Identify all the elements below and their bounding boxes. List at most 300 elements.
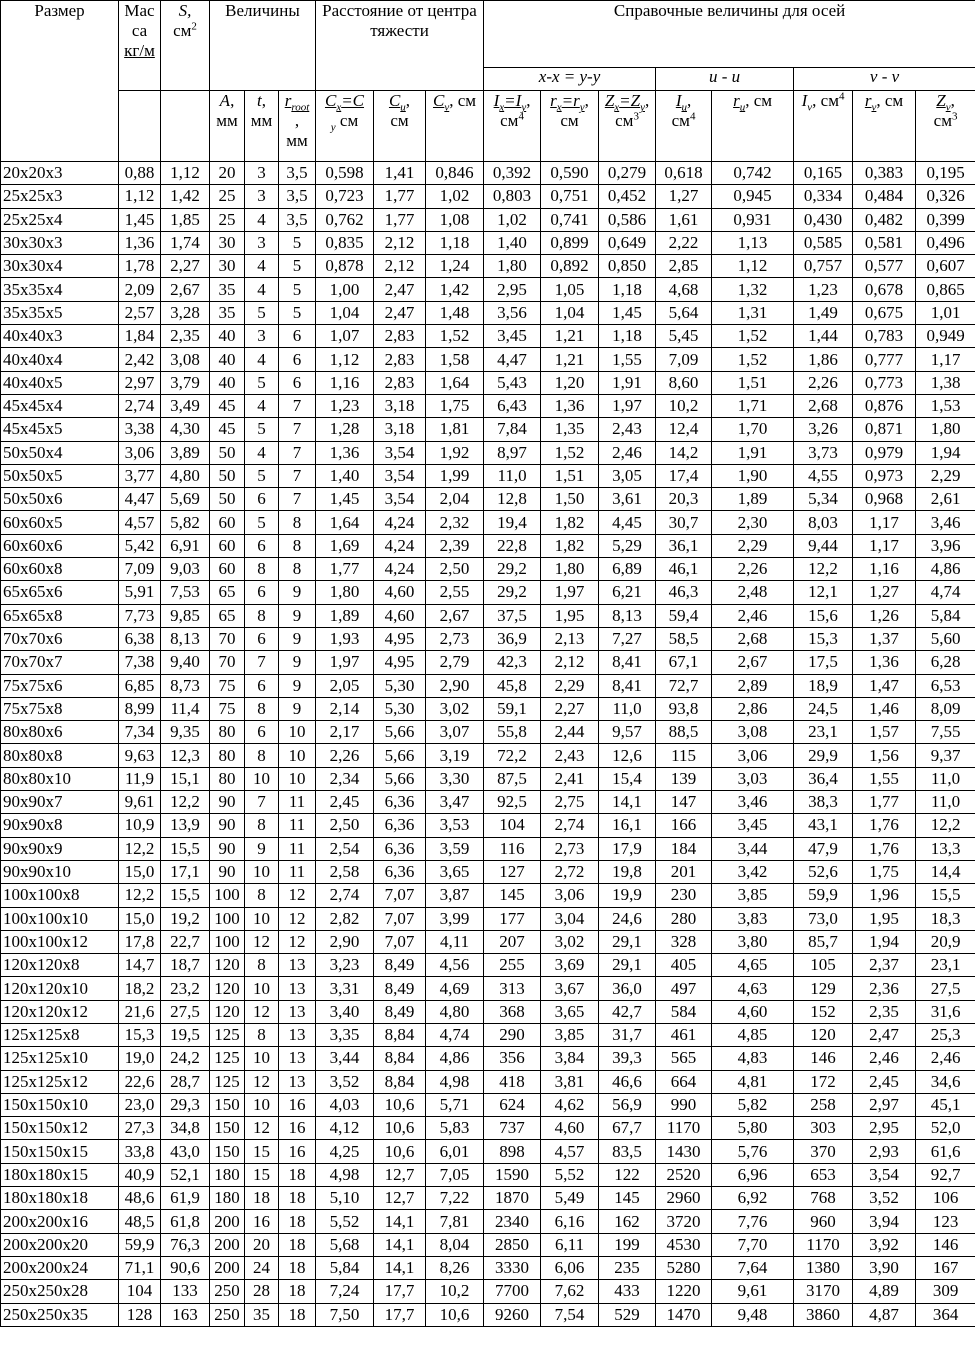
table-cell: 40,9: [119, 1163, 161, 1186]
table-row: [1, 837, 975, 860]
table-body: [1, 162, 975, 1327]
table-cell: 9: [245, 837, 279, 860]
table-row: [1, 744, 975, 767]
table-cell: 8: [279, 558, 316, 581]
table-cell: 24,5: [794, 697, 853, 720]
table-cell: 0,392: [484, 162, 541, 185]
table-row: [1, 464, 975, 487]
table-row: [1, 185, 975, 208]
table-cell: 25,3: [916, 1023, 975, 1046]
table-cell: 5,49: [541, 1187, 599, 1210]
table-cell: 3,30: [426, 767, 484, 790]
table-cell: 4,47: [119, 488, 161, 511]
table-cell: 1,93: [316, 627, 374, 650]
table-cell: 100: [210, 884, 245, 907]
table-cell: 163: [161, 1303, 210, 1326]
table-cell: 4,85: [712, 1023, 794, 1046]
table-cell: 5,52: [541, 1163, 599, 1186]
table-cell: 5,66: [374, 721, 426, 744]
table-cell: 3,31: [316, 977, 374, 1000]
cell-size: 65х65х8: [1, 604, 119, 627]
table-cell: 5,66: [374, 744, 426, 767]
table-cell: 1,28: [316, 418, 374, 441]
table-cell: 10: [279, 744, 316, 767]
table-cell: 9: [279, 651, 316, 674]
table-cell: 17,7: [374, 1303, 426, 1326]
table-cell: 11,4: [161, 697, 210, 720]
table-cell: 2,86: [712, 697, 794, 720]
table-cell: 664: [656, 1070, 712, 1093]
table-cell: 4,74: [426, 1023, 484, 1046]
cell-size: 50х50х5: [1, 464, 119, 487]
cell-size: 250х250х35: [1, 1303, 119, 1326]
table-cell: 0,586: [599, 208, 656, 231]
table-cell: 4,95: [374, 651, 426, 674]
table-cell: 3,59: [426, 837, 484, 860]
table-cell: 3,06: [119, 441, 161, 464]
header-rv: $r_v$, см: [853, 91, 916, 162]
table-cell: 92,5: [484, 791, 541, 814]
table-row: [1, 814, 975, 837]
table-row: [1, 1210, 975, 1233]
table-cell: 2,54: [316, 837, 374, 860]
table-cell: 3: [245, 325, 279, 348]
table-cell: 6,36: [374, 837, 426, 860]
table-cell: 5,64: [656, 301, 712, 324]
table-cell: 19,4: [484, 511, 541, 534]
table-cell: 5,30: [374, 697, 426, 720]
header-zv: $Z_v$, $см^3$: [916, 91, 975, 162]
table-cell: 0,585: [794, 231, 853, 254]
table-cell: 58,5: [656, 627, 712, 650]
table-cell: 3,94: [853, 1210, 916, 1233]
table-cell: 7: [279, 441, 316, 464]
table-cell: 2,73: [541, 837, 599, 860]
table-cell: 0,979: [853, 441, 916, 464]
table-cell: 624: [484, 1093, 541, 1116]
table-cell: 0,430: [794, 208, 853, 231]
table-cell: 180: [210, 1163, 245, 1186]
table-cell: 17,7: [374, 1280, 426, 1303]
table-cell: 3,03: [712, 767, 794, 790]
table-cell: 1,00: [316, 278, 374, 301]
table-cell: 1,96: [853, 884, 916, 907]
table-cell: 46,1: [656, 558, 712, 581]
cell-size: 120х120х12: [1, 1000, 119, 1023]
table-cell: 529: [599, 1303, 656, 1326]
table-cell: 1,85: [161, 208, 210, 231]
table-cell: 8,13: [599, 604, 656, 627]
table-cell: 2,85: [656, 255, 712, 278]
table-cell: 4,65: [712, 954, 794, 977]
table-cell: 3,81: [541, 1070, 599, 1093]
table-cell: 1,52: [541, 441, 599, 464]
table-cell: 139: [656, 767, 712, 790]
table-cell: 3,42: [712, 860, 794, 883]
table-cell: 29,3: [161, 1093, 210, 1116]
cell-size: 120х120х10: [1, 977, 119, 1000]
table-cell: 1,49: [794, 301, 853, 324]
header-zx-zy: $Z_x=Z_y$, $см^3$: [599, 91, 656, 162]
header-size: Размер: [1, 1, 119, 162]
table-cell: 12,6: [599, 744, 656, 767]
table-cell: 3,05: [599, 464, 656, 487]
table-cell: 4,69: [426, 977, 484, 1000]
table-row: [1, 721, 975, 744]
table-cell: 4,57: [119, 511, 161, 534]
table-cell: 31,7: [599, 1023, 656, 1046]
table-row: [1, 534, 975, 557]
table-cell: 0,195: [916, 162, 975, 185]
table-cell: 1,45: [316, 488, 374, 511]
table-cell: 2,83: [374, 348, 426, 371]
table-cell: 6,92: [712, 1187, 794, 1210]
table-cell: 0,482: [853, 208, 916, 231]
cell-size: 90х90х9: [1, 837, 119, 860]
table-cell: 1,64: [426, 371, 484, 394]
table-cell: 12,2: [161, 791, 210, 814]
table-cell: 16: [279, 1093, 316, 1116]
table-cell: 35: [210, 278, 245, 301]
table-cell: 2,50: [426, 558, 484, 581]
table-cell: 29,2: [484, 558, 541, 581]
table-cell: 10,6: [374, 1140, 426, 1163]
table-cell: 120: [210, 954, 245, 977]
table-cell: 3,47: [426, 791, 484, 814]
table-cell: 0,899: [541, 231, 599, 254]
table-cell: 145: [599, 1187, 656, 1210]
table-row: [1, 954, 975, 977]
table-cell: 6,01: [426, 1140, 484, 1163]
table-cell: 4,80: [426, 1000, 484, 1023]
table-cell: 4,24: [374, 534, 426, 557]
table-cell: 4,25: [316, 1140, 374, 1163]
table-cell: 2520: [656, 1163, 712, 1186]
table-cell: 9,57: [599, 721, 656, 744]
table-row: [1, 627, 975, 650]
table-cell: 0,871: [853, 418, 916, 441]
table-cell: 5,76: [712, 1140, 794, 1163]
table-cell: 1,42: [426, 278, 484, 301]
table-cell: 2,12: [374, 231, 426, 254]
table-cell: 235: [599, 1256, 656, 1279]
table-cell: 3,06: [712, 744, 794, 767]
table-cell: 7,27: [599, 627, 656, 650]
table-cell: 23,0: [119, 1093, 161, 1116]
header-area-sub: [161, 91, 210, 162]
table-cell: 1,97: [541, 581, 599, 604]
cell-size: 125х125х10: [1, 1047, 119, 1070]
table-cell: 150: [210, 1117, 245, 1140]
table-cell: 2,97: [853, 1093, 916, 1116]
table-cell: 70: [210, 627, 245, 650]
table-cell: 4,60: [712, 1000, 794, 1023]
table-cell: 7,73: [119, 604, 161, 627]
table-cell: 105: [794, 954, 853, 977]
table-cell: 14,1: [599, 791, 656, 814]
table-cell: 48,6: [119, 1187, 161, 1210]
table-cell: 2,47: [853, 1023, 916, 1046]
table-cell: 13: [279, 1070, 316, 1093]
table-cell: 6: [279, 325, 316, 348]
header-A: A, мм: [210, 91, 245, 162]
table-cell: 19,5: [161, 1023, 210, 1046]
table-cell: 7,34: [119, 721, 161, 744]
table-cell: 8: [245, 814, 279, 837]
table-cell: 150: [210, 1140, 245, 1163]
table-cell: 15: [245, 1140, 279, 1163]
table-cell: 2,22: [656, 231, 712, 254]
header-axis-xx: x-x = y-y: [484, 68, 656, 91]
table-cell: 12: [245, 1070, 279, 1093]
table-cell: 0,618: [656, 162, 712, 185]
cell-size: 60х60х5: [1, 511, 119, 534]
table-cell: 3,44: [712, 837, 794, 860]
table-cell: 36,4: [794, 767, 853, 790]
table-cell: 16: [279, 1140, 316, 1163]
table-cell: 2,55: [426, 581, 484, 604]
table-cell: 5: [279, 301, 316, 324]
table-cell: 3,65: [426, 860, 484, 883]
table-cell: 364: [916, 1303, 975, 1326]
table-cell: 2850: [484, 1233, 541, 1256]
table-cell: 7,70: [712, 1233, 794, 1256]
table-cell: 3,46: [712, 791, 794, 814]
table-cell: 3,85: [712, 884, 794, 907]
table-cell: 0,326: [916, 185, 975, 208]
table-cell: 61,6: [916, 1140, 975, 1163]
table-cell: 15,6: [794, 604, 853, 627]
table-cell: 75: [210, 697, 245, 720]
table-cell: 35: [210, 301, 245, 324]
table-cell: 9,63: [119, 744, 161, 767]
table-cell: 3,61: [599, 488, 656, 511]
table-cell: 1,82: [541, 511, 599, 534]
table-cell: 0,577: [853, 255, 916, 278]
table-cell: 18: [245, 1187, 279, 1210]
table-row: [1, 1023, 975, 1046]
table-cell: 4,60: [374, 581, 426, 604]
table-cell: 12: [245, 1117, 279, 1140]
table-cell: 0,334: [794, 185, 853, 208]
table-cell: 27,3: [119, 1117, 161, 1140]
table-cell: 10,2: [426, 1280, 484, 1303]
table-cell: 13: [279, 954, 316, 977]
table-cell: 90: [210, 837, 245, 860]
table-cell: 25: [210, 185, 245, 208]
cell-size: 20х20х3: [1, 162, 119, 185]
table-cell: 29,2: [484, 581, 541, 604]
table-cell: 1,12: [119, 185, 161, 208]
table-cell: 6,96: [712, 1163, 794, 1186]
table-cell: 1,53: [916, 394, 975, 417]
table-cell: 8: [279, 534, 316, 557]
table-cell: 2,58: [316, 860, 374, 883]
table-cell: 6,06: [541, 1256, 599, 1279]
table-cell: 34,6: [916, 1070, 975, 1093]
cell-size: 150х150х15: [1, 1140, 119, 1163]
table-cell: 93,8: [656, 697, 712, 720]
table-cell: 13: [279, 1023, 316, 1046]
table-cell: 10: [245, 907, 279, 930]
table-cell: 19,0: [119, 1047, 161, 1070]
table-cell: 201: [656, 860, 712, 883]
table-cell: 3,08: [161, 348, 210, 371]
table-row: [1, 255, 975, 278]
table-cell: 12,3: [161, 744, 210, 767]
table-cell: 2,93: [853, 1140, 916, 1163]
table-cell: 2,95: [484, 278, 541, 301]
table-cell: 290: [484, 1023, 541, 1046]
table-cell: 23,1: [916, 954, 975, 977]
table-cell: 4,98: [426, 1070, 484, 1093]
cell-size: 40х40х3: [1, 325, 119, 348]
table-cell: 2,74: [541, 814, 599, 837]
table-cell: 59,4: [656, 604, 712, 627]
table-cell: 4,47: [484, 348, 541, 371]
table-cell: 11,0: [916, 791, 975, 814]
table-row: [1, 348, 975, 371]
table-cell: 3,08: [712, 721, 794, 744]
table-cell: 370: [794, 1140, 853, 1163]
table-cell: 65: [210, 604, 245, 627]
table-cell: 29,1: [599, 930, 656, 953]
table-cell: 28: [245, 1280, 279, 1303]
table-cell: 9,44: [794, 534, 853, 557]
table-cell: 5: [279, 231, 316, 254]
table-cell: 9: [279, 674, 316, 697]
cell-size: 30х30х4: [1, 255, 119, 278]
table-cell: 127: [484, 860, 541, 883]
table-cell: 1,02: [426, 185, 484, 208]
table-cell: 0,751: [541, 185, 599, 208]
table-cell: 106: [916, 1187, 975, 1210]
table-cell: 4: [245, 208, 279, 231]
table-cell: 2,29: [916, 464, 975, 487]
table-cell: 3,54: [853, 1163, 916, 1186]
table-cell: 11: [279, 791, 316, 814]
cell-size: 75х75х6: [1, 674, 119, 697]
cell-size: 200х200х16: [1, 1210, 119, 1233]
table-cell: 405: [656, 954, 712, 977]
table-cell: 5,83: [426, 1117, 484, 1140]
table-cell: 90,6: [161, 1256, 210, 1279]
table-cell: 1,80: [316, 581, 374, 604]
table-cell: 12: [279, 930, 316, 953]
table-cell: 71,1: [119, 1256, 161, 1279]
table-cell: 1,94: [916, 441, 975, 464]
table-cell: 9,37: [916, 744, 975, 767]
table-cell: 1,80: [484, 255, 541, 278]
table-cell: 9: [279, 627, 316, 650]
table-cell: 2960: [656, 1187, 712, 1210]
table-cell: 35: [245, 1303, 279, 1326]
table-cell: 7: [279, 488, 316, 511]
table-cell: 1,35: [541, 418, 599, 441]
table-cell: 461: [656, 1023, 712, 1046]
header-area: S, $см^2$: [161, 1, 210, 91]
table-cell: 42,3: [484, 651, 541, 674]
table-cell: 15,0: [119, 907, 161, 930]
table-cell: 18,2: [119, 977, 161, 1000]
table-row: [1, 488, 975, 511]
table-cell: 3,02: [426, 697, 484, 720]
table-row: [1, 1000, 975, 1023]
table-cell: 6,21: [599, 581, 656, 604]
table-cell: 2,47: [374, 301, 426, 324]
table-cell: 7,07: [374, 884, 426, 907]
table-cell: 8,73: [161, 674, 210, 697]
table-cell: 0,598: [316, 162, 374, 185]
table-row: [1, 907, 975, 930]
table-cell: 768: [794, 1187, 853, 1210]
table-cell: 21,6: [119, 1000, 161, 1023]
table-cell: 1,05: [541, 278, 599, 301]
table-cell: 133: [161, 1280, 210, 1303]
table-cell: 7,22: [426, 1187, 484, 1210]
table-cell: 4,63: [712, 977, 794, 1000]
table-row: [1, 977, 975, 1000]
table-cell: 5,34: [794, 488, 853, 511]
table-cell: 2,72: [541, 860, 599, 883]
table-cell: 80: [210, 767, 245, 790]
table-cell: 3330: [484, 1256, 541, 1279]
table-cell: 7,55: [916, 721, 975, 744]
table-cell: 10: [245, 767, 279, 790]
table-cell: 1,76: [853, 837, 916, 860]
table-cell: 23,1: [794, 721, 853, 744]
table-cell: 2,43: [599, 418, 656, 441]
cell-size: 90х90х7: [1, 791, 119, 814]
table-cell: 565: [656, 1047, 712, 1070]
cell-size: 90х90х8: [1, 814, 119, 837]
table-cell: 5: [245, 301, 279, 324]
table-row: [1, 1256, 975, 1279]
table-cell: 8,09: [916, 697, 975, 720]
cell-size: 60х60х8: [1, 558, 119, 581]
table-cell: 4,86: [916, 558, 975, 581]
table-cell: 4,24: [374, 558, 426, 581]
table-cell: 6: [245, 534, 279, 557]
table-cell: 368: [484, 1000, 541, 1023]
table-row: [1, 1070, 975, 1093]
table-row: [1, 791, 975, 814]
table-cell: 0,757: [794, 255, 853, 278]
table-cell: 10: [245, 977, 279, 1000]
table-cell: 5: [245, 464, 279, 487]
table-cell: 433: [599, 1280, 656, 1303]
table-cell: 4,45: [599, 511, 656, 534]
table-cell: 36,9: [484, 627, 541, 650]
table-cell: 8,26: [426, 1256, 484, 1279]
table-cell: 2,34: [316, 767, 374, 790]
table-cell: 10,6: [374, 1093, 426, 1116]
table-cell: 0,590: [541, 162, 599, 185]
table-cell: 1590: [484, 1163, 541, 1186]
cell-size: 40х40х5: [1, 371, 119, 394]
table-cell: 67,1: [656, 651, 712, 674]
cell-size: 200х200х20: [1, 1233, 119, 1256]
table-cell: 7700: [484, 1280, 541, 1303]
table-cell: 1,37: [853, 627, 916, 650]
table-cell: 17,5: [794, 651, 853, 674]
table-cell: 1,47: [853, 674, 916, 697]
table-cell: 70: [210, 651, 245, 674]
table-row: [1, 767, 975, 790]
table-cell: 3,99: [426, 907, 484, 930]
table-cell: 5,43: [484, 371, 541, 394]
table-cell: 22,6: [119, 1070, 161, 1093]
